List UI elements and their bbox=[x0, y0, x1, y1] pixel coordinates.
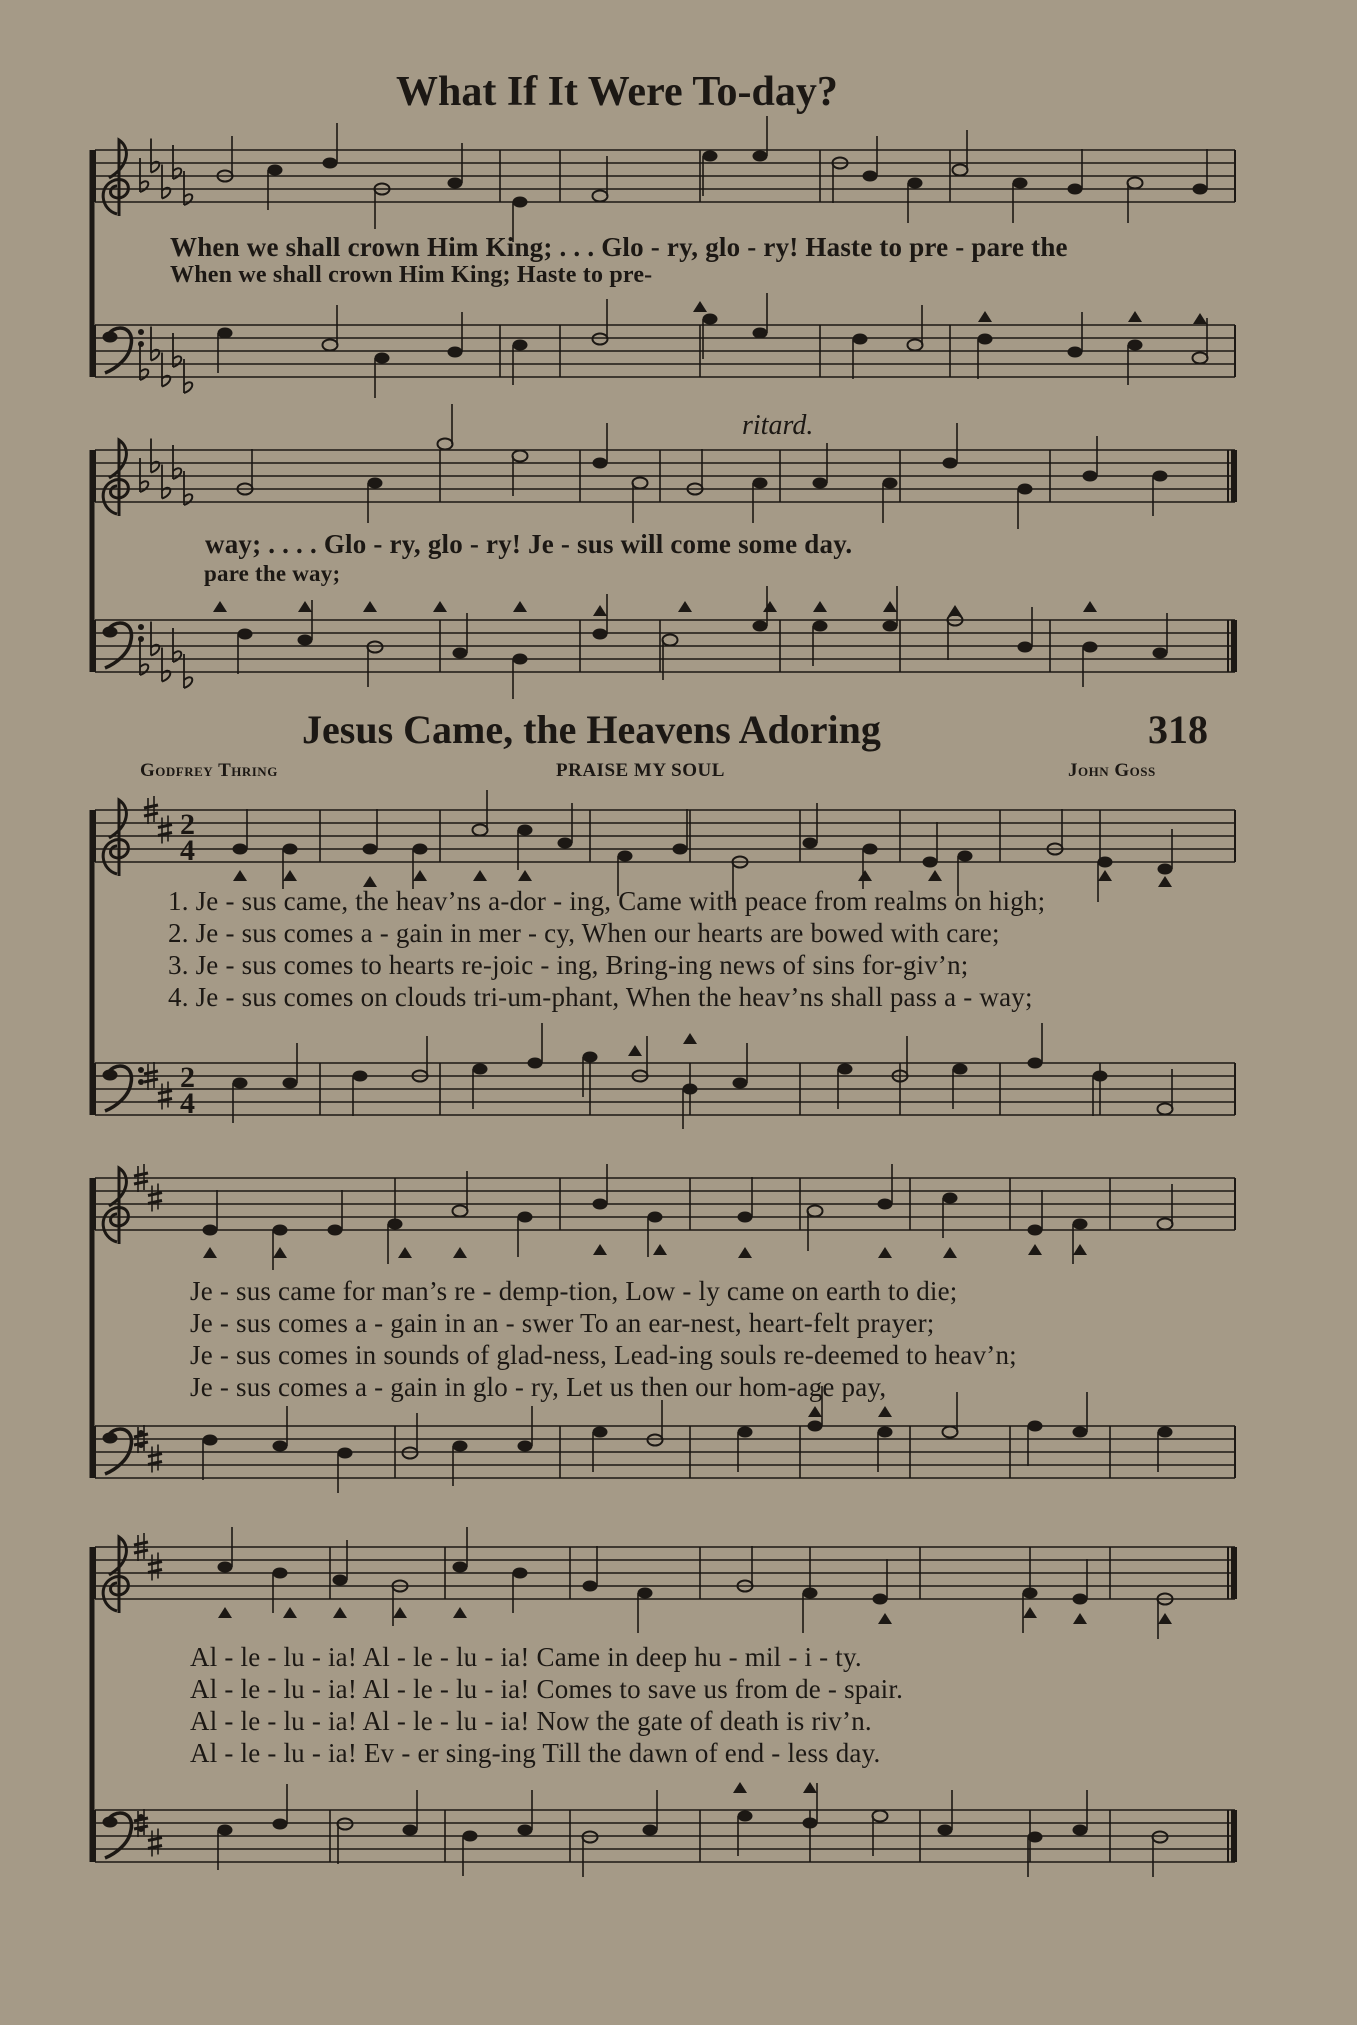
verse-4-line-3: Al - le - lu - ia! Ev - er sing-ing Till the dawn of end - less day. bbox=[190, 1738, 881, 1768]
hymn-number: 318 bbox=[1148, 707, 1208, 752]
lyric-line-1-alto: When we shall crown Him King; Haste to pre- bbox=[170, 262, 653, 288]
hymn-title-jesus-came: Jesus Came, the Heavens Adoring bbox=[302, 707, 881, 752]
hymn-title-what-if-it-were-today: What If It Were To-day? bbox=[396, 69, 838, 115]
verse-1-line-1: 1. Je - sus came, the heav’ns a-dor - ing, Came with peace from realms on high; bbox=[168, 886, 1046, 916]
ritard-direction: ritard. bbox=[742, 410, 814, 441]
verse-3-line-2: Je - sus comes in sounds of glad-ness, Lead-ing souls re-deemed to heav’n; bbox=[190, 1340, 1017, 1370]
verse-2-line-1: 2. Je - sus comes a - gain in mer - cy, When our hearts are bowed with care; bbox=[168, 918, 1000, 948]
verse-4-line-2: Je - sus comes a - gain in glo - ry, Let us then our hom-age pay, bbox=[190, 1372, 887, 1402]
verse-2-line-3: Al - le - lu - ia! Al - le - lu - ia! Comes to save us from de - spair. bbox=[190, 1674, 904, 1704]
verse-1-line-3: Al - le - lu - ia! Al - le - lu - ia! Came in deep hu - mil - i - ty. bbox=[190, 1642, 862, 1672]
svg-text:2: 2 bbox=[180, 808, 195, 841]
verse-1-line-2: Je - sus came for man’s re - demp-tion, Low - ly came on earth to die; bbox=[190, 1276, 958, 1306]
lyric-line-1-soprano: When we shall crown Him King; . . . Glo - ry, glo - ry! Haste to pre - pare the bbox=[170, 232, 1068, 262]
svg-text:2: 2 bbox=[180, 1061, 195, 1094]
svg-text:4: 4 bbox=[180, 1087, 195, 1120]
tune-name: PRAISE MY SOUL bbox=[556, 760, 725, 781]
author-credit: Godfrey Thring bbox=[140, 760, 278, 781]
lyric-line-2-alto: pare the way; bbox=[204, 561, 341, 586]
verse-4-line-1: 4. Je - sus comes on clouds tri-um-phant, When the heav’ns shall pass a - way; bbox=[168, 982, 1033, 1012]
verse-3-line-3: Al - le - lu - ia! Al - le - lu - ia! Now the gate of death is riv’n. bbox=[190, 1706, 872, 1736]
verse-2-line-2: Je - sus comes a - gain in an - swer To an ear-nest, heart-felt prayer; bbox=[190, 1308, 935, 1338]
verse-3-line-1: 3. Je - sus comes to hearts re-joic - ing, Bring-ing news of sins for-giv’n; bbox=[168, 950, 969, 980]
lyric-line-2-soprano: way; . . . . Glo - ry, glo - ry! Je - sus will come some day. bbox=[205, 529, 853, 559]
composer-credit: John Goss bbox=[1068, 760, 1156, 781]
svg-text:4: 4 bbox=[180, 834, 195, 867]
